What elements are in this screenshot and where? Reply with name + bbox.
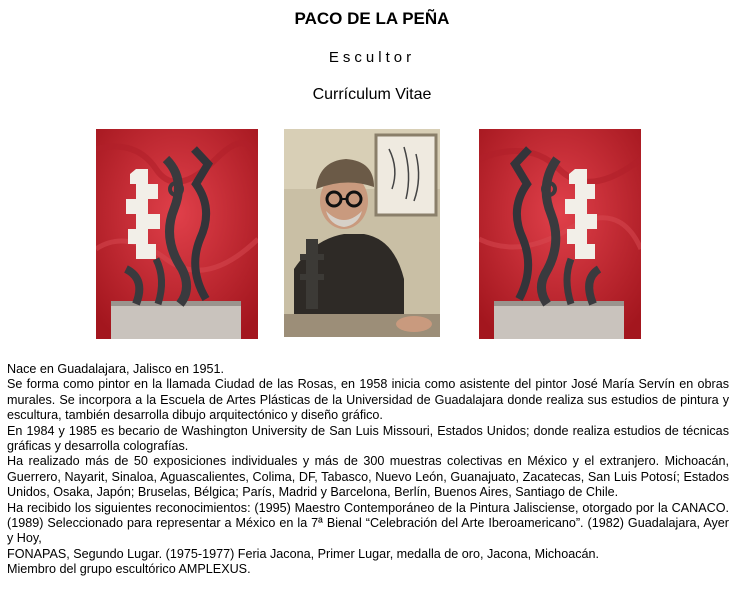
bio-paragraph-fonapas: FONAPAS, Segundo Lugar. (1975-1977) Feria Jacona, Primer Lugar, medalla de oro, Jacona, Michoacán.: [7, 546, 600, 561]
bio-paragraph-membership: Miembro del grupo escultórico AMPLEXUS.: [7, 562, 251, 577]
bio-paragraph-scholarship: En 1984 y 1985 es becario de Washington University de San Luis Missouri, Estados Unidos; donde realiza estudios de técnicas gráficas y desarrolla colografías.: [7, 423, 729, 454]
section-heading: Currículum Vitae: [312, 86, 432, 103]
sculpture-photo-left: [96, 129, 258, 339]
page-title: PACO DE LA PEÑA: [294, 9, 450, 28]
biography-text: [7, 362, 729, 578]
bio-paragraph-awards: Ha recibido los siguientes reconocimientos: (1995) Maestro Contemporáneo de la Pintura Jalisciense, otorgado por la CANACO. (1989) Seleccionado para representar a México en la 7ª Bienal “Celebración del Arte Iberoamericano”. (1982) Guadalajara, Ayer y Hoy,: [7, 500, 729, 546]
sculpture-photo-right: [479, 129, 641, 339]
bio-paragraph-training: Se forma como pintor en la llamada Ciudad de las Rosas, en 1958 inicia como asistente del pintor José María Servín en obras murales. Se incorpora a la Escuela de Artes Plásticas de la Universidad de Guadalajara donde realiza sus estudios de pintura y escultura, también desarrolla dibujo arquitectónico y diseño gráfico.: [7, 377, 729, 423]
bio-paragraph-exhibitions: Ha realizado más de 50 exposiciones individuales y más de 300 muestras colectivas en México y el extranjero. Michoacán, Guerrero, Nayarit, Sinaloa, Aguascalientes, Colima, DF, Tabasco, Nuevo León, Guanajuato, Zacatecas, San Luis Potosí; Estados Unidos, Osaka, Japón; Bruselas, Bélgica; París, Madrid y Barcelona, Berlín, Buenos Aires, Santiago de Chile.: [7, 454, 729, 500]
bio-paragraph-birth: Nace en Guadalajara, Jalisco en 1951.: [7, 362, 225, 376]
artist-portrait-photo: [284, 129, 440, 337]
page-subtitle: Escultor: [328, 49, 416, 66]
